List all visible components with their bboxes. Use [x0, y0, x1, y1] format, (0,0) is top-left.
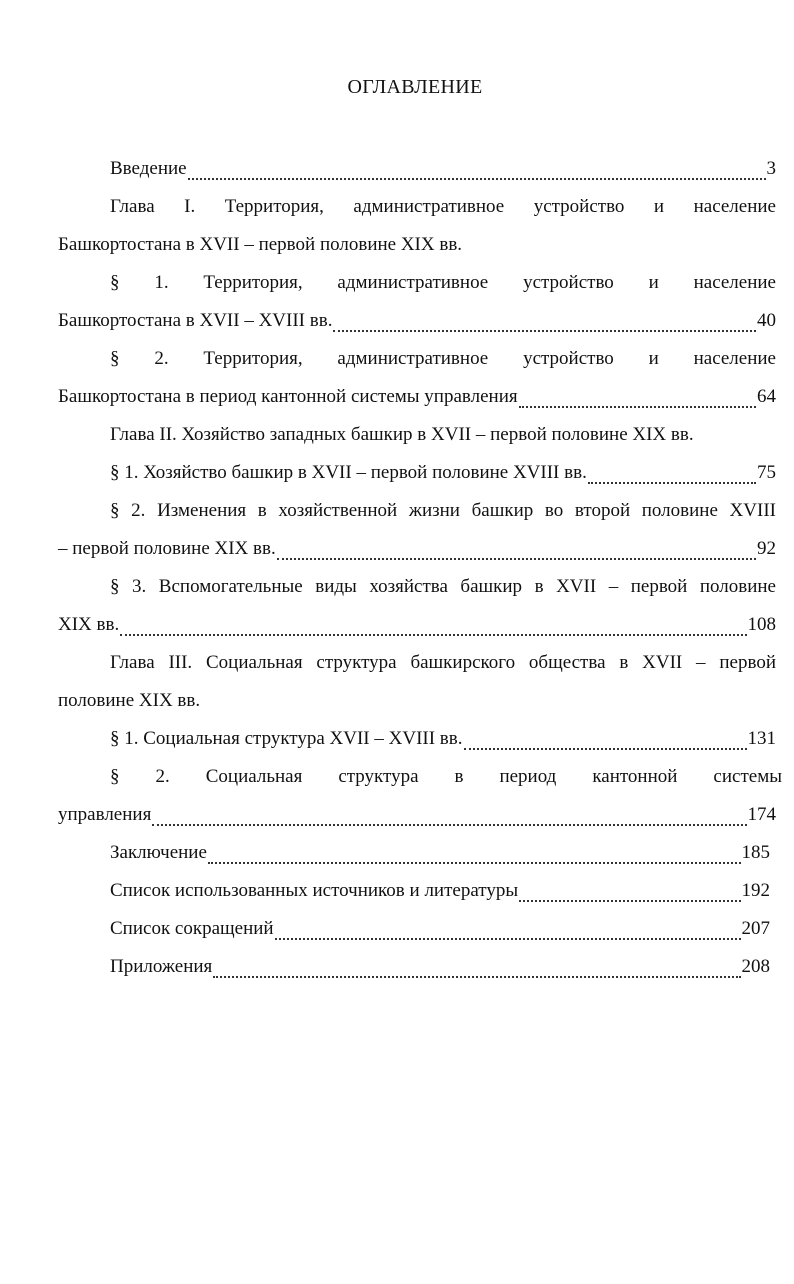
entry-title: Глава II. Хозяйство западных башкир в XVII – первой половине XIX вв.	[110, 424, 694, 445]
page-number: 208	[741, 956, 770, 977]
toc-entry-ch1-section-1[interactable]	[58, 264, 776, 340]
entry-title-line-2: XIX вв.	[58, 614, 120, 635]
entry-title-line-2: Башкортостана в XVII – XVIII вв.	[58, 310, 333, 331]
page-number: 185	[741, 842, 770, 863]
entry-title-line-1: § 1. Территория, административное устройство и население	[110, 272, 776, 293]
table-of-contents	[58, 150, 782, 986]
toc-entry-ch3-section-2[interactable]	[58, 758, 782, 834]
toc-entry-ch1-section-2[interactable]	[58, 340, 776, 416]
dot-leader	[333, 330, 756, 332]
toc-entry-ch2-section-2[interactable]	[58, 492, 776, 568]
entry-title-line-1: § 2. Социальная структура в период кантонной системы	[110, 766, 782, 787]
entry-title: Заключение	[110, 842, 207, 863]
entry-title-line-1: Глава III. Социальная структура башкирского общества в XVII – первой	[110, 652, 776, 673]
page-number: 131	[747, 728, 776, 749]
toc-entry-ch2-section-1[interactable]	[58, 454, 776, 492]
entry-title-line-2: Башкортостана в период кантонной системы управления	[58, 386, 518, 407]
page-number: 108	[747, 614, 776, 635]
dot-leader	[152, 824, 746, 826]
entry-title: Введение	[110, 158, 187, 179]
dot-leader	[277, 558, 756, 560]
page-number: 64	[757, 386, 776, 407]
toc-entry-chapter-3[interactable]	[58, 644, 776, 720]
dot-leader	[188, 178, 766, 180]
page-number: 75	[757, 462, 776, 483]
entry-title: Приложения	[110, 956, 213, 977]
entry-title-line-2: половине XIX вв.	[58, 690, 201, 711]
dot-leader	[519, 406, 756, 408]
dot-leader	[464, 748, 747, 750]
dot-leader	[519, 900, 740, 902]
toc-entry-bibliography[interactable]	[58, 872, 776, 910]
entry-title-line-2: управления	[58, 804, 152, 825]
page-number: 92	[757, 538, 776, 559]
toc-entry-abbreviations[interactable]	[58, 910, 776, 948]
toc-entry-introduction[interactable]	[58, 150, 776, 188]
toc-entry-ch2-section-3[interactable]	[58, 568, 776, 644]
page-number: 207	[741, 918, 770, 939]
toc-entry-conclusion[interactable]	[58, 834, 776, 872]
entry-title: § 1. Социальная структура XVII – XVIII вв.	[110, 728, 463, 749]
page-number: 192	[741, 880, 770, 901]
entry-title-line-2: – первой половине XIX вв.	[58, 538, 276, 559]
entry-title-line-1: Глава I. Территория, административное устройство и население	[110, 196, 776, 217]
page-title: ОГЛАВЛЕНИЕ	[347, 76, 483, 98]
entry-title-line-1: § 2. Территория, административное устройство и население	[110, 348, 776, 369]
dot-leader	[213, 976, 740, 978]
entry-title-line-2: Башкортостана в XVII – первой половине XIX вв.	[58, 234, 463, 255]
entry-title: § 1. Хозяйство башкир в XVII – первой половине XVIII вв.	[110, 462, 587, 483]
dot-leader	[208, 862, 741, 864]
page-number: 3	[766, 158, 776, 179]
dot-leader	[275, 938, 741, 940]
toc-entry-chapter-2[interactable]	[58, 416, 776, 454]
page-number: 40	[757, 310, 776, 331]
dot-leader	[588, 482, 756, 484]
page-number: 174	[747, 804, 776, 825]
toc-entry-ch3-section-1[interactable]	[58, 720, 776, 758]
entry-title: Список сокращений	[110, 918, 274, 939]
toc-entry-chapter-1[interactable]	[58, 188, 776, 264]
entry-title: Список использованных источников и литературы	[110, 880, 519, 901]
toc-entry-appendices[interactable]	[58, 948, 776, 986]
dot-leader	[120, 634, 746, 636]
entry-title-line-1: § 2. Изменения в хозяйственной жизни башкир во второй половине XVIII	[110, 500, 776, 521]
entry-title-line-1: § 3. Вспомогательные виды хозяйства башкир в XVII – первой половине	[110, 576, 776, 597]
